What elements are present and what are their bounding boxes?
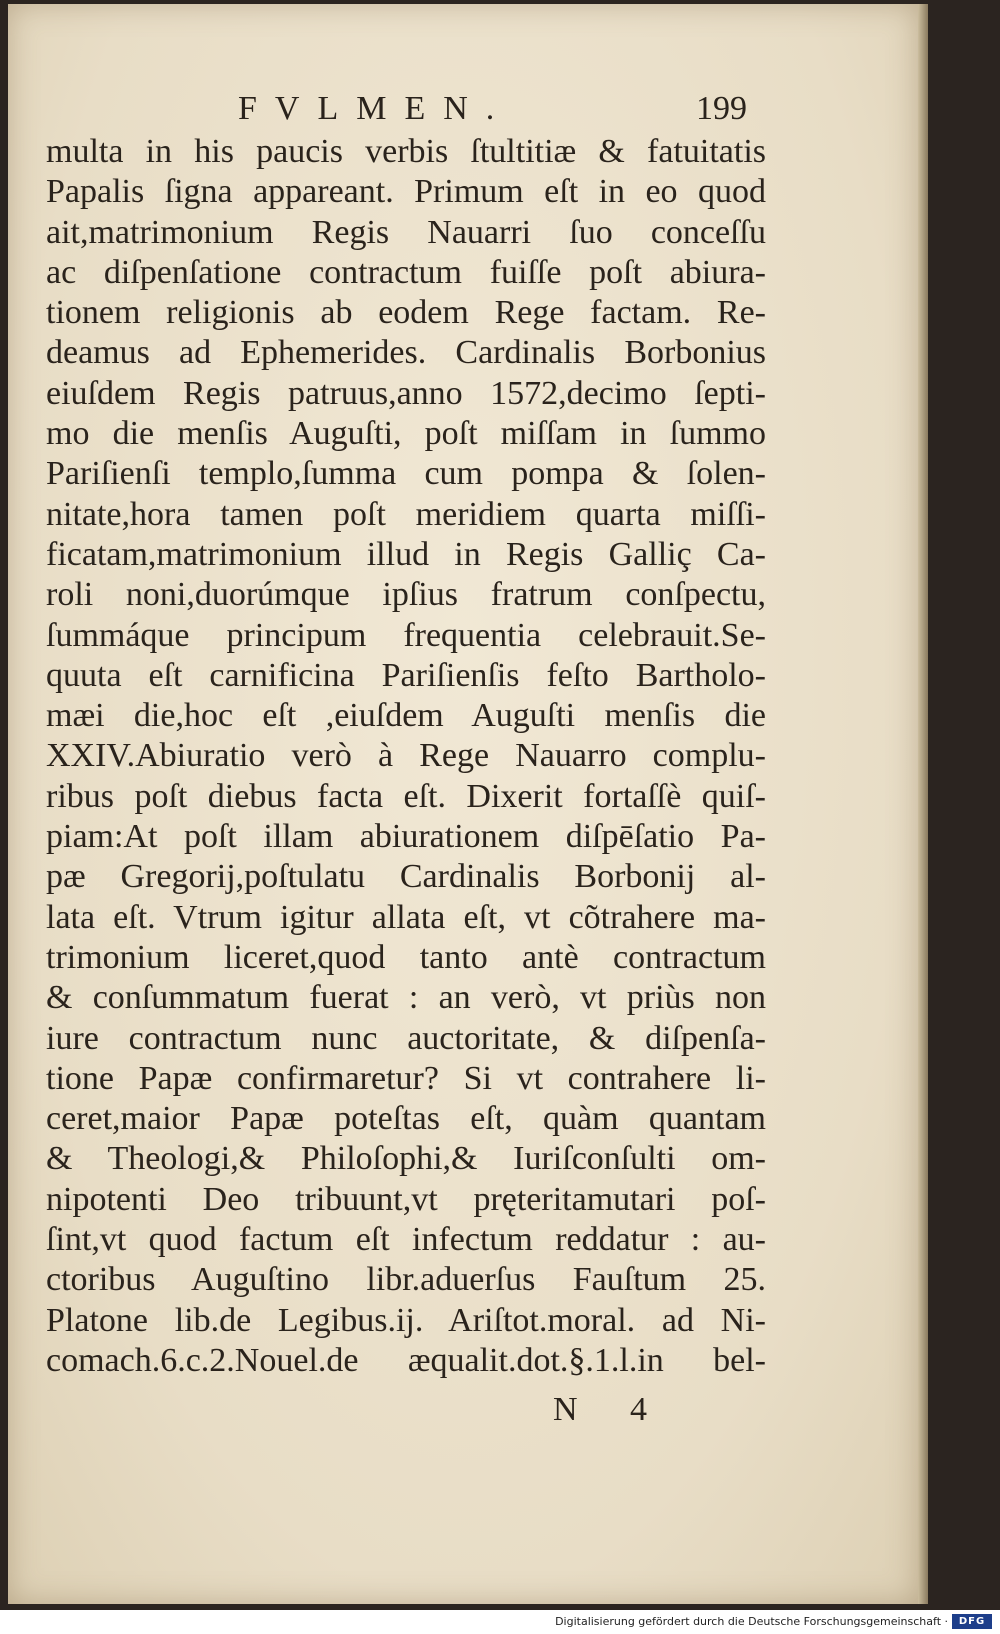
- running-title: FVLMEN.: [238, 90, 513, 127]
- page-number: 199: [696, 90, 747, 127]
- text-line: Pariſienſi templo,ſumma cum pompa & ſolen-: [46, 455, 766, 493]
- text-line: ait,matrimonium Regis Nauarri ſuo conceſſu: [46, 213, 766, 251]
- text-line: iure contractum nunc auctoritate, & diſpenſa-: [46, 1019, 766, 1057]
- running-head: [8, 90, 918, 130]
- text-line: mæi die,hoc eſt ,eiuſdem Auguſti menſis die: [46, 697, 766, 735]
- text-line: deamus ad Ephemerides. Cardinalis Borbonius: [46, 334, 766, 372]
- text-line: roli noni,duorúmque ipſius fratrum conſpectu,: [46, 576, 766, 614]
- text-line: quuta eſt carnificina Pariſienſis feſto Bartholo-: [46, 656, 766, 694]
- footer-bar: [0, 1610, 1000, 1634]
- text-line: ctoribus Auguſtino libr.aduerſus Fauſtum 25.: [46, 1261, 766, 1299]
- text-line: XXIV.Abiuratio verò à Rege Nauarro complu-: [46, 737, 766, 775]
- text-line: trimonium liceret,quod tanto antè contractum: [46, 938, 766, 976]
- page-edge: [918, 4, 928, 1604]
- text-line: mo die menſis Auguſti, poſt miſſam in ſummo: [46, 415, 766, 453]
- text-line: ac diſpenſatione contractum fuiſſe poſt abiura-: [46, 253, 766, 291]
- dfg-logo: DFG: [952, 1614, 992, 1629]
- text-line: eiuſdem Regis patruus,anno 1572,decimo ſepti-: [46, 374, 766, 412]
- text-line: ſint,vt quod factum eſt infectum reddatur : au-: [46, 1221, 766, 1259]
- text-line: piam:At poſt illam abiurationem diſpēſatio Pa-: [46, 818, 766, 856]
- text-line: tione Papæ confirmaretur? Si vt contrahere li-: [46, 1059, 766, 1097]
- text-line: comach.6.c.2.Nouel.de æqualit.dot.§.1.l.in bel-: [46, 1341, 766, 1379]
- text-line: Platone lib.de Legibus.ij. Ariſtot.moral. ad Ni-: [46, 1301, 766, 1339]
- text-line: ſummáque principum frequentia celebrauit.Se-: [46, 616, 766, 654]
- signature-mark: N 4: [553, 1391, 670, 1428]
- text-line: Papalis ſigna appareant. Primum eſt in eo quod: [46, 173, 766, 211]
- text-line: nitate,hora tamen poſt meridiem quarta miſſi-: [46, 495, 766, 533]
- text-line: lata eſt. Vtrum igitur allata eſt, vt cõtrahere ma-: [46, 898, 766, 936]
- text-line: nipotenti Deo tribuunt,vt pręteritamutari poſ-: [46, 1180, 766, 1218]
- text-line: ceret,maior Papæ poteſtas eſt, quàm quantam: [46, 1100, 766, 1138]
- text-line: & Theologi,& Philoſophi,& Iuriſconſulti om-: [46, 1140, 766, 1178]
- book-page: [8, 4, 918, 1604]
- footer-credit: Digitalisierung gefördert durch die Deutsche Forschungsgemeinschaft ·: [555, 1615, 948, 1628]
- text-line: & conſummatum fuerat : an verò, vt priùs non: [46, 979, 766, 1017]
- body-text: [46, 132, 766, 1381]
- text-line: multa in his paucis verbis ſtultitiæ & fatuitatis: [46, 133, 766, 170]
- text-line: pæ Gregorij,poſtulatu Cardinalis Borbonij al-: [46, 858, 766, 896]
- text-line: ficatam,matrimonium illud in Regis Galliç Ca-: [46, 535, 766, 573]
- text-line: tionem religionis ab eodem Rege factam. Re-: [46, 294, 766, 332]
- text-line: ribus poſt diebus facta eſt. Dixerit fortaſſè quiſ-: [46, 777, 766, 815]
